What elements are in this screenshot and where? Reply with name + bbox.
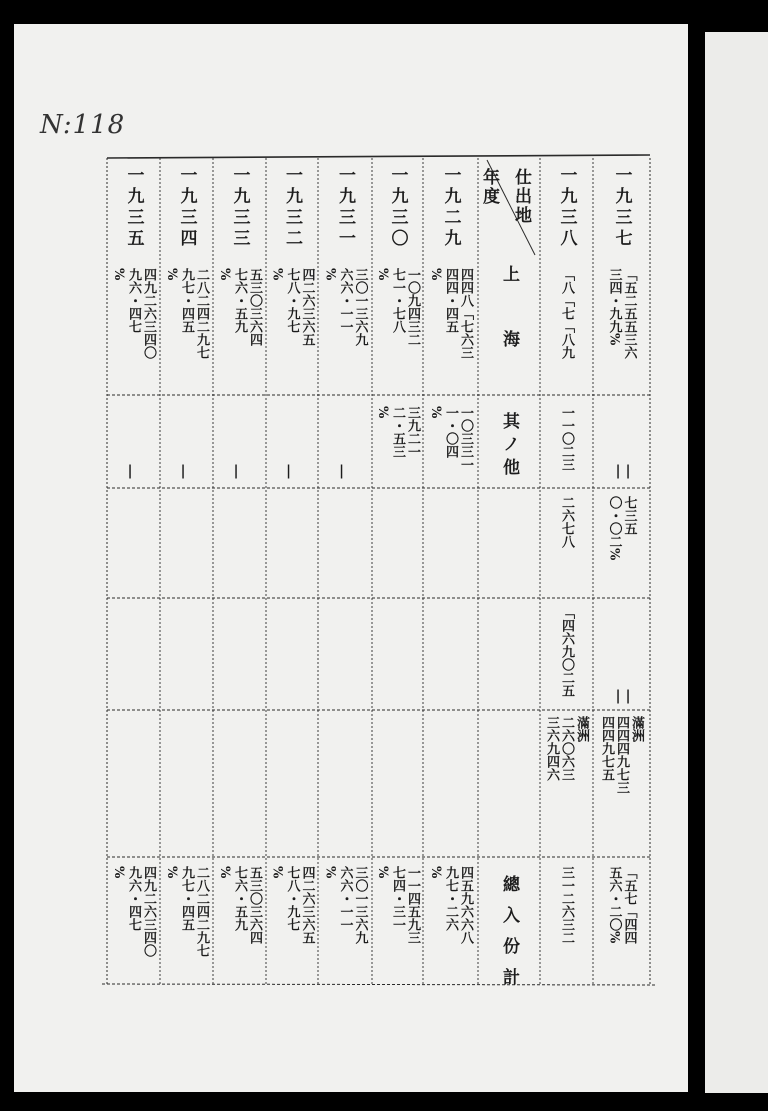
empty-value-dash: |	[286, 463, 292, 479]
total-value: 九七・四五	[179, 866, 194, 931]
total-value: %	[164, 866, 179, 879]
shanghai-value: %	[322, 268, 338, 281]
year-label: 一九三八	[556, 166, 577, 250]
others-value: 一・〇四	[443, 406, 458, 458]
total-value: %	[269, 866, 285, 879]
year-label: 一九三五	[123, 166, 144, 250]
year-label: 一九三二	[282, 166, 302, 250]
year-label: 一九三七	[611, 166, 632, 250]
col4-value: 「四六九〇二五	[559, 606, 574, 697]
col5-value: 滿洲	[574, 716, 589, 742]
empty-value-dash: |	[339, 463, 345, 479]
shanghai-value: 三〇一三六九	[352, 268, 368, 346]
shanghai-value: 二八二四二九七	[194, 268, 209, 359]
col5-value: 二六〇六三	[559, 716, 574, 781]
year-label: 一九三四	[176, 166, 197, 250]
shanghai-value: 四九二六三四〇	[141, 268, 156, 359]
shanghai-value: 「八「七「八九	[559, 268, 574, 359]
col3-value: 二六七八	[559, 496, 574, 548]
total-value: %	[322, 866, 338, 879]
corner-header-year: 年度	[479, 168, 499, 206]
total-value: 五六・二〇%	[606, 866, 622, 944]
shanghai-value: 九七・四五	[179, 268, 194, 333]
shanghai-value: 六六・一一	[337, 268, 353, 333]
others-value: %	[375, 406, 390, 419]
table-bottom-rule	[102, 984, 655, 985]
total-value: 三一二六三二	[559, 866, 574, 944]
shanghai-value: 四四・四五	[443, 268, 458, 333]
total-value: 「五七「四四	[621, 866, 637, 944]
col5-value: 三六九四六	[544, 716, 559, 781]
total-value: 九六・四七	[126, 866, 141, 931]
header-shanghai-char1: 上	[499, 265, 519, 284]
empty-value-dash: | |	[615, 463, 631, 479]
others-value: 二・五三	[390, 406, 405, 458]
shanghai-value: 七六・五九	[232, 268, 247, 333]
shanghai-value: %	[111, 268, 126, 281]
shanghai-value: 五三〇三六四	[247, 268, 262, 346]
total-value: 一一四五九三	[405, 866, 420, 944]
total-value: 七四・三一	[390, 866, 405, 931]
total-value: 七八・九七	[284, 866, 300, 931]
header-total: 總入份計	[499, 875, 519, 999]
others-value: 三九二一	[405, 406, 420, 458]
total-value: 五三〇三六四	[247, 866, 262, 944]
col5-value: 滿洲	[629, 716, 644, 742]
total-value: 二八二四二九七	[194, 866, 209, 957]
shanghai-value: %	[375, 268, 390, 281]
header-others: 其ノ他	[499, 412, 519, 481]
others-value: 一〇三三一	[458, 406, 473, 471]
shanghai-value: 四四八「七六三	[458, 268, 473, 359]
col5-value: 四四九七五	[599, 716, 614, 781]
empty-value-dash: |	[127, 463, 133, 479]
year-label: 一九三〇	[387, 166, 408, 250]
total-value: %	[428, 866, 443, 879]
shanghai-value: 九六・四七	[126, 268, 141, 333]
shanghai-value: %	[164, 268, 179, 281]
col5-value: 四四四九七三	[614, 716, 629, 794]
year-label: 一九三三	[229, 166, 250, 250]
total-value: 四五九六六八	[458, 866, 473, 944]
shanghai-value: 四二六三六五	[299, 268, 315, 346]
shanghai-value: 七一・七八	[390, 268, 405, 333]
table-top-rule	[107, 155, 650, 158]
total-value: 三〇一三六九	[352, 866, 368, 944]
shanghai-value: 七八・九七	[284, 268, 300, 333]
total-value: 七六・五九	[232, 866, 247, 931]
total-value: 四九二六三四〇	[141, 866, 156, 957]
total-value: %	[111, 866, 126, 879]
total-value: 六六・一一	[337, 866, 353, 931]
empty-value-dash: |	[233, 463, 239, 479]
shanghai-value: 三四・九九%	[606, 268, 622, 346]
header-shanghai-char2: 海	[499, 330, 519, 349]
others-value: %	[428, 406, 443, 419]
total-value: 九七・二六	[443, 866, 458, 931]
shanghai-value: %	[269, 268, 285, 281]
year-label: 一九三一	[335, 166, 355, 250]
shanghai-value: 一〇九四三二	[405, 268, 420, 346]
year-label: 一九二九	[440, 166, 461, 250]
archive-number-mark: N:118	[40, 110, 126, 140]
empty-value-dash: |	[180, 463, 186, 479]
col3-value: 七三五	[621, 496, 637, 535]
shanghai-value: %	[217, 268, 232, 281]
shanghai-value: %	[428, 268, 443, 281]
shanghai-value: 「五二五五三六	[621, 268, 637, 359]
total-value: 四二六三六五	[299, 866, 315, 944]
total-value: %	[217, 866, 232, 879]
empty-value-dash: | |	[615, 688, 631, 704]
col3-value: 〇・〇二%	[606, 496, 622, 561]
corner-header-origin: 仕出地	[511, 168, 531, 225]
others-value: 一一〇二三	[559, 406, 574, 471]
total-value: %	[375, 866, 390, 879]
